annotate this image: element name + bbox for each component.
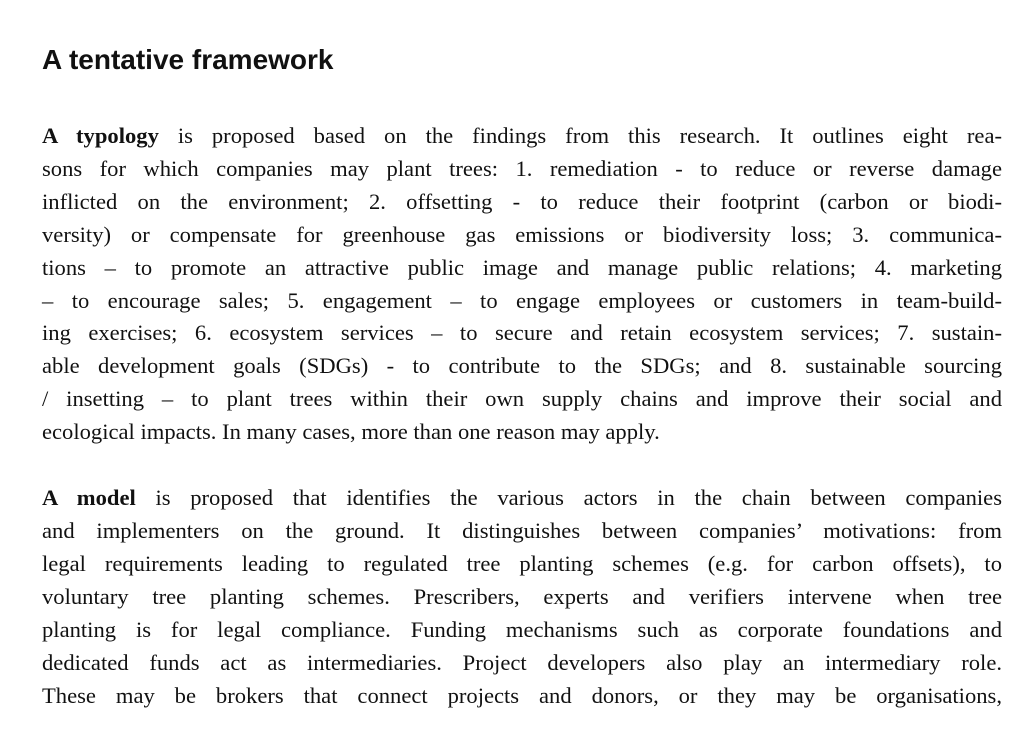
paragraph-text: is proposed that identifies the various actors in the chain between companies bbox=[135, 485, 1002, 511]
paragraph-line: – to encourage sales; 5. engagement – to engage employees or customers in team-build- bbox=[42, 287, 1002, 313]
paragraph-line: planting is for legal compliance. Funding mechanisms such as corporate foundations and bbox=[42, 616, 1002, 642]
paragraph-line: versity) or compensate for greenhouse gas emissions or biodiversity loss; 3. communica- bbox=[42, 221, 1002, 247]
paragraph-line: ecological impacts. In many cases, more than one reason may apply. bbox=[42, 419, 660, 445]
paragraph-line: / insetting – to plant trees within their own supply chains and improve their social and bbox=[42, 386, 1002, 412]
paragraph-line: These may be brokers that connect projects and donors, or they may be organisations, bbox=[42, 682, 1002, 708]
paragraph-line: inflicted on the environment; 2. offsetting - to reduce their footprint (carbon or biodi- bbox=[42, 188, 1002, 214]
paragraph-line: tions – to promote an attractive public image and manage public relations; 4. marketing bbox=[42, 254, 1002, 280]
paragraph-text: is proposed based on the findings from this research. It outlines eight rea- bbox=[158, 123, 1002, 148]
paragraph-line: and implementers on the ground. It distinguishes between companies’ motivations: from bbox=[42, 517, 1002, 543]
document-page bbox=[42, 40, 1002, 712]
paragraph-line: ing exercises; 6. ecosystem services – to secure and retain ecosystem services; 7. sustain- bbox=[42, 320, 1002, 346]
paragraph-line: dedicated funds act as intermediaries. Project developers also play an intermediary role. bbox=[42, 649, 1002, 675]
paragraph-line: legal requirements leading to regulated tree planting schemes (e.g. for carbon offsets), to bbox=[42, 550, 1002, 576]
paragraph-line bbox=[42, 482, 1002, 515]
paragraph-line: able development goals (SDGs) - to contribute to the SDGs; and 8. sustainable sourcing bbox=[42, 353, 1002, 379]
paragraph-line: voluntary tree planting schemes. Prescribers, experts and verifiers intervene when tree bbox=[42, 583, 1002, 609]
typology-lead-term: A typology bbox=[42, 123, 159, 148]
paragraph-line: sons for which companies may plant trees: 1. remediation - to reduce or reverse damage bbox=[42, 155, 1002, 181]
model-lead-term: A model bbox=[42, 485, 136, 511]
section-heading: A tentative framework bbox=[42, 44, 334, 75]
model-paragraph bbox=[42, 482, 1002, 712]
paragraph-line bbox=[42, 120, 1002, 153]
typology-paragraph bbox=[42, 120, 1002, 449]
